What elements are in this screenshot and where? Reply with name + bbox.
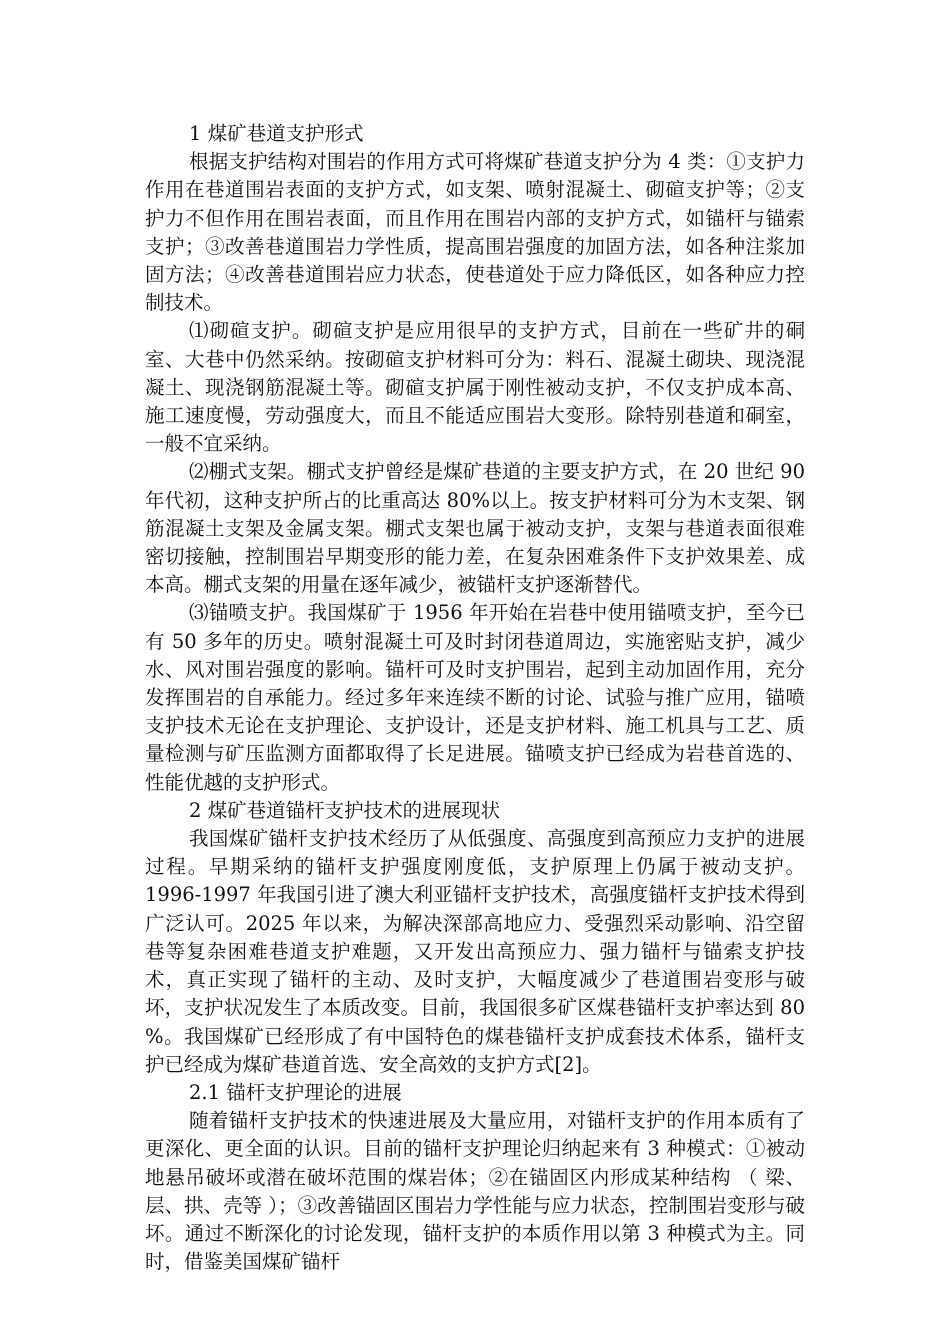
section-heading-2: 2 煤矿巷道锚杆支护技术的进展现状 [189,798,501,822]
section-heading-1: 1 煤矿巷道支护形式 [189,122,364,145]
paragraph-support-types: 根据支护结构对围岩的作用方式可将煤矿巷道支护分为 4 类：①支护力作用在巷道围岩表面的支护方式，如支架、喷射混凝土、砌碹支护等；②支护力不但作用在围岩表面，而且作用在围岩内部的支护方式，如锚杆与锚索支护；③改善巷道围岩力学性质，提高围岩强度的加固方法，如各种注浆加固方法；④改善巷道围岩应力状态，使巷道处于应力降低区，如各种应力控制技术。 [145,150,805,315]
paragraph-bolt-shotcrete: ⑶锚喷支护。我国煤矿于 1956 年开始在岩巷中使用锚喷支护，至今已有 50 多年的历史。喷射混凝土可及时封闭巷道周边，实施密贴支护，减少水、风对围岩强度的影响。锚杆可及时支护围岩，起到主动加固作用，充分发挥围岩的自承能力。经过多年来连续不断的讨论、试验与推广应用，锚喷支护技术无论在支护理论、支护设计，还是支护材料、施工机具与工艺、质量检测与矿压监测方面都取得了长足进展。锚喷支护已经成为岩巷首选的、性能优越的支护形式。 [145,601,805,794]
paragraph-shed-support: ⑵棚式支架。棚式支护曾经是煤矿巷道的主要支护方式，在 20 世纪 90 年代初，这种支护所占的比重高达 80%以上。按支护材料可分为木支架、钢筋混凝土支架及金属支架。棚式支架也属于被动支护，支架与巷道表面很难密切接触，控制围岩早期变形的能力差，在复杂困难条件下支护效果差、成本高。棚式支架的用量在逐年减少，被锚杆支护逐渐替代。 [145,460,805,597]
paragraph-masonry-support: ⑴砌碹支护。砌碹支护是应用很早的支护方式，目前在一些矿井的硐室、大巷中仍然采纳。按砌碹支护材料可分为：料石、混凝土砌块、现浇混凝土、现浇钢筋混凝土等。砌碹支护属于刚性被动支护，不仅支护成本高、施工速度慢，劳动强度大，而且不能适应围岩大变形。除特别巷道和硐室，一般不宜采纳。 [145,319,805,456]
paragraph-bolt-development: 我国煤矿锚杆支护技术经历了从低强度、高强度到高预应力支护的进展过程。早期采纳的锚杆支护强度刚度低，支护原理上仍属于被动支护。1996-1997 年我国引进了澳大利亚锚杆支护技术，高强度锚杆支护技术得到广泛认可。2025 年以来，为解决深部高地应力、受强烈采动影响、沿空留巷等复杂困难巷道支护难题，又开发出高预应力、强力锚杆与锚索支护技术，真正实现了锚杆的主动、及时支护，大幅度减少了巷道围岩变形与破坏，支护状况发生了本质改变。目前，我国很多矿区煤巷锚杆支护率达到 80 %。我国煤矿已经形成了有中国特色的煤巷锚杆支护成套技术体系，锚杆支护已经成为煤矿巷道首选、安全高效的支护方式[2]。 [145,827,805,1076]
paragraph-bolt-theory: 随着锚杆支护技术的快速进展及大量应用，对锚杆支护的作用本质有了更深化、更全面的认识。目前的锚杆支护理论归纳起来有 3 种模式：①被动地悬吊破坏或潜在破坏范围的煤岩体；②在锚固区内形成某种结构 （ 梁、层、拱、壳等 ）；③改善锚固区围岩力学性能与应力状态，控制围岩变形与破坏。通过不断深化的讨论发现，锚杆支护的本质作用以第 3 种模式为主。同时，借鉴美国煤矿锚杆 [145,1109,805,1274]
document-body [145,120,805,1276]
section-heading-2-1: 2.1 锚杆支护理论的进展 [189,1080,402,1104]
